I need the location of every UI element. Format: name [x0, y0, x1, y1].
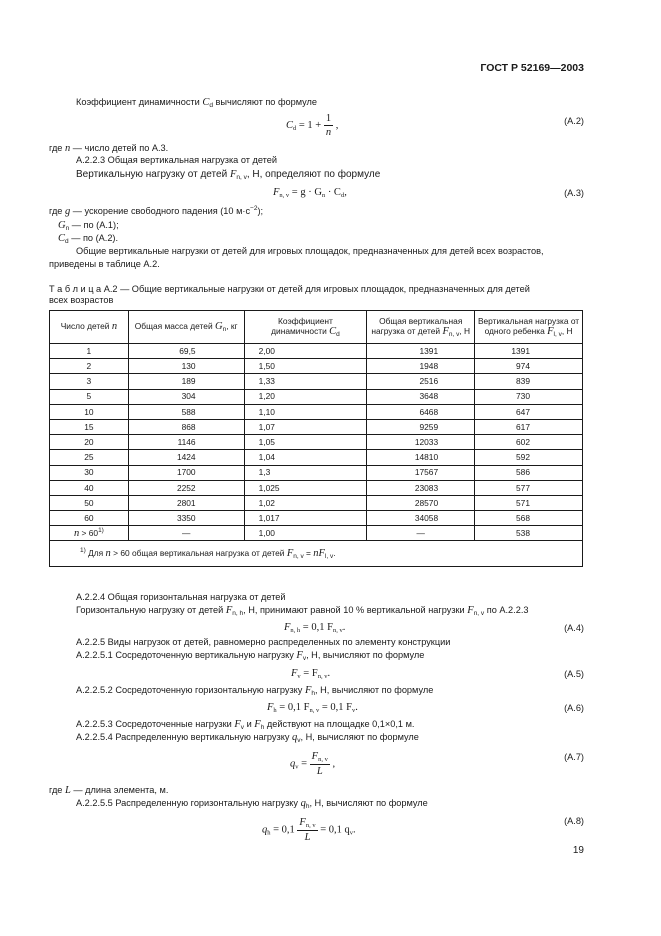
table-cell: 730: [475, 389, 583, 404]
table-cell: 304: [128, 389, 244, 404]
table-cell: 1,07: [244, 419, 367, 434]
table-cell: $n > 60^{1)}$: [50, 526, 129, 541]
table-cell: 586: [475, 465, 583, 480]
table-cell: 3: [50, 374, 129, 389]
equation-number: (A.5): [564, 669, 584, 679]
table-row: [50, 359, 583, 374]
table-cell: 20: [50, 435, 129, 450]
col-header-mass: Общая масса детей $G_n$, кг: [128, 311, 244, 344]
table-cell: 617: [475, 419, 583, 434]
formula-a2: $C_d = 1$ + $\frac{1}{n}$ ,: [286, 113, 339, 139]
where-n: где n — число детей по А.3.: [49, 143, 169, 154]
table-footnote-row: [50, 541, 583, 567]
formula-a5: $F_v = F_{n, v}$.: [291, 668, 331, 680]
table-cell: 30: [50, 465, 129, 480]
section-a223-text: Вертикальную нагрузку от детей $F_{n, v}$, Н, определяют по формуле: [76, 169, 381, 181]
page-number: 19: [572, 845, 584, 856]
table-cell: 28570: [367, 495, 475, 510]
table-cell: 189: [128, 374, 244, 389]
where-gn: $G_n$ — по (А.1);: [58, 220, 119, 232]
col-header-children: Число детей n: [50, 311, 129, 344]
table-cell: 538: [475, 526, 583, 541]
table-cell: 588: [128, 404, 244, 419]
table-cell: 50: [50, 495, 129, 510]
table-caption: Т а б л и ц а А.2 — Общие вертикальные нагрузки от детей для игровых площадок, предназначенных для детей: [49, 284, 530, 294]
table-cell: 1: [50, 344, 129, 359]
table-cell: 17567: [367, 465, 475, 480]
table-cell: 974: [475, 359, 583, 374]
equation-number: (A.4): [564, 623, 584, 633]
equation-number: (A.3): [564, 188, 584, 198]
table-cell: —: [367, 526, 475, 541]
section-a2254-text: А.2.2.5.4 Распределенную вертикальную нагрузку $q_v$, Н, вычисляют по формуле: [76, 732, 419, 744]
table-cell: 34058: [367, 511, 475, 526]
section-a2255-text: А.2.2.5.5 Распределенную горизонтальную нагрузку $q_h$, Н, вычисляют по формуле: [76, 798, 428, 810]
table-cell: 3350: [128, 511, 244, 526]
table-a2: [49, 310, 583, 567]
table-cell: 1,02: [244, 495, 367, 510]
table-cell: 1391: [475, 344, 583, 359]
fraction: $\frac{F_{n, v}}{L}$: [311, 751, 328, 778]
table-cell: 25: [50, 450, 129, 465]
table-header-row: [50, 311, 583, 344]
table-cell: 592: [475, 450, 583, 465]
col-header-coefficient: Коэффициент динамичности $C_d$: [244, 311, 367, 344]
table-cell: 577: [475, 480, 583, 495]
section-a223-heading: А.2.2.3 Общая вертикальная нагрузка от детей: [76, 155, 278, 165]
where-g: где g — ускорение свободного падения (10 $м\cdot с^{-2}$);: [49, 205, 264, 217]
equation-number: (A.7): [564, 752, 584, 762]
formula-a4: $F_{n, h} = 0,1$ $F_{n, v}$.: [284, 622, 346, 634]
table-row: [50, 344, 583, 359]
table-cell: 2516: [367, 374, 475, 389]
table-cell: 1,3: [244, 465, 367, 480]
section-a225-heading: А.2.2.5 Виды нагрузок от детей, равномерно распределенных по элементу конструкции: [76, 637, 451, 647]
table-cell: 1,33: [244, 374, 367, 389]
table-cell: 602: [475, 435, 583, 450]
section-a2251-text: А.2.2.5.1 Сосредоточенную вертикальную нагрузку $F_v$, Н, вычисляют по формуле: [76, 650, 425, 662]
document-code: ГОСТ Р 52169—2003: [480, 62, 584, 74]
table-cell: 9259: [367, 419, 475, 434]
section-a224-text: Горизонтальную нагрузку от детей $F_{n, h}$, Н, принимают равной 10 % вертикальной нагрузки $F_{n, v}$ по А.2.2.3: [76, 605, 529, 617]
table-cell: 12033: [367, 435, 475, 450]
table-row: [50, 419, 583, 434]
table-cell: 130: [128, 359, 244, 374]
where-l: где L — длина элемента, м.: [49, 785, 169, 796]
section-a224-heading: А.2.2.4 Общая горизонтальная нагрузка от детей: [76, 592, 286, 602]
formula-a6: $F_h = 0,1$ $F_{n, v} = 0,1$ $F_v$.: [267, 702, 358, 714]
table-cell: 2: [50, 359, 129, 374]
equation-number: (A.8): [564, 816, 584, 826]
table-cell: 3648: [367, 389, 475, 404]
fraction: $\frac{1}{n}$: [325, 113, 332, 139]
table-cell: 1,04: [244, 450, 367, 465]
where-cd: $C_d$ — по (А.2).: [58, 233, 119, 245]
table-cell: 14810: [367, 450, 475, 465]
equation-number: (A.6): [564, 703, 584, 713]
table-cell: 839: [475, 374, 583, 389]
table-caption-line2: всех возрастов: [49, 295, 114, 305]
table-row: [50, 511, 583, 526]
table-cell: 6468: [367, 404, 475, 419]
col-header-per-child-load: Вертикальная нагрузка от одного ребенка $F_{l, v}$, Н: [475, 311, 583, 344]
table-row: [50, 404, 583, 419]
table-cell: 571: [475, 495, 583, 510]
table-cell: 1,017: [244, 511, 367, 526]
table-cell: 868: [128, 419, 244, 434]
table-cell: 2252: [128, 480, 244, 495]
table-cell: 2,00: [244, 344, 367, 359]
fraction: $\frac{F_{n, v}}{L}$: [299, 817, 316, 844]
table-footnote: $^{1)}$ Для n > 60 общая вертикальная нагрузка от детей $F_{n, v} = nF_{l, v}$.: [50, 541, 583, 567]
formula-a8: $q_h = 0,1$ $\frac{F_{n, v}}{L}$ = 0,1 $q_v$.: [262, 817, 356, 844]
table-cell: 1,20: [244, 389, 367, 404]
table-cell: 23083: [367, 480, 475, 495]
table-cell: 1,00: [244, 526, 367, 541]
table-cell: 647: [475, 404, 583, 419]
table-cell: 1,50: [244, 359, 367, 374]
section-a2253-text: А.2.2.5.3 Сосредоточенные нагрузки $F_v$ и $F_h$ действуют на площадке 0,1×0,1 м.: [76, 719, 415, 731]
table-cell: 1,10: [244, 404, 367, 419]
paragraph-loads-line1: Общие вертикальные нагрузки от детей для игровых площадок, предназначенных для детей всех возрастов,: [76, 246, 544, 256]
table-row: [50, 495, 583, 510]
section-a2252-text: А.2.2.5.2 Сосредоточенную горизонтальную нагрузку $F_h$, Н, вычисляют по формуле: [76, 685, 434, 697]
table-cell: 1,05: [244, 435, 367, 450]
table-row: [50, 389, 583, 404]
paragraph-loads-line2: приведены в таблице А.2.: [49, 259, 160, 269]
table-row: [50, 465, 583, 480]
table-cell: 1146: [128, 435, 244, 450]
table-cell: 69,5: [128, 344, 244, 359]
table-row: [50, 480, 583, 495]
table-cell: 1700: [128, 465, 244, 480]
table-cell: 5: [50, 389, 129, 404]
equation-number: (A.2): [564, 116, 584, 126]
table-cell: 1948: [367, 359, 475, 374]
paragraph-cd-intro: Коэффициент динамичности $C_d$ вычисляют по формуле: [76, 97, 318, 109]
table-cell: 40: [50, 480, 129, 495]
table-cell: 1,025: [244, 480, 367, 495]
table-row: [50, 374, 583, 389]
table-cell: 15: [50, 419, 129, 434]
table-cell: 1391: [367, 344, 475, 359]
table-row-last: [50, 526, 583, 541]
formula-a7: $q_v$ = $\frac{F_{n, v}}{L}$ ,: [290, 751, 336, 778]
table-cell: 2801: [128, 495, 244, 510]
col-header-total-load: Общая вертикальная нагрузка от детей $F_{n, v}$, Н: [367, 311, 475, 344]
table-row: [50, 435, 583, 450]
table-cell: 10: [50, 404, 129, 419]
table-cell: 60: [50, 511, 129, 526]
table-row: [50, 450, 583, 465]
table-cell: 1424: [128, 450, 244, 465]
formula-a3: $F_{n, v} = g \cdot G_n \cdot C_d$,: [273, 187, 347, 199]
table-cell: 568: [475, 511, 583, 526]
table-cell: —: [128, 526, 244, 541]
